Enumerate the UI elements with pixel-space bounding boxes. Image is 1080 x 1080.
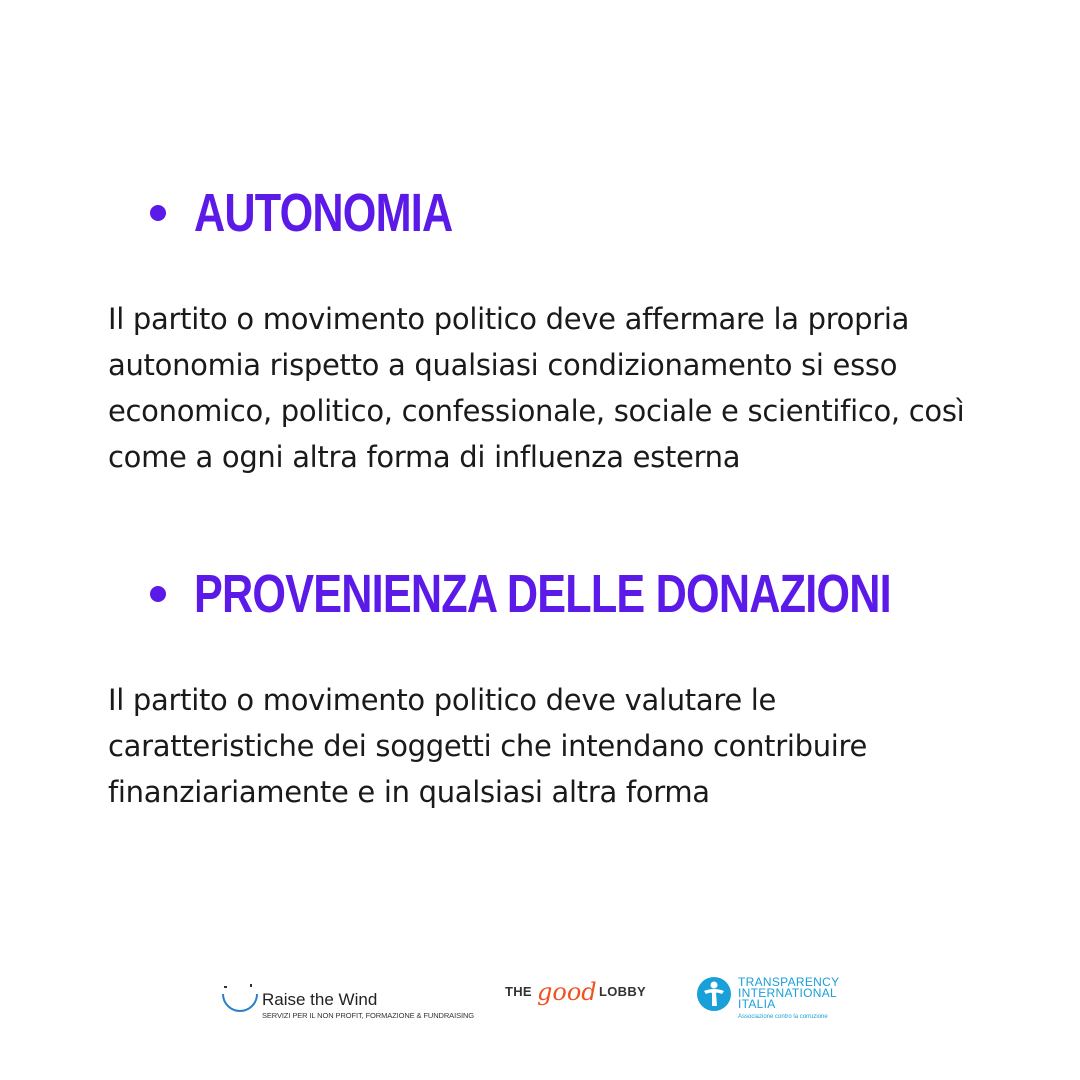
- raise-the-wind-logo: [218, 984, 475, 1024]
- the-good-lobby-lobby: LOBBY: [599, 984, 646, 999]
- heading-text: AUTONOMIA: [194, 183, 453, 243]
- heading-text: PROVENIENZA DELLE DONAZIONI: [194, 564, 891, 624]
- transparency-international-logo: [696, 974, 866, 1026]
- ti-line-2: INTERNATIONAL: [738, 986, 838, 1000]
- raise-the-wind-tagline: SERVIZI PER IL NON PROFIT, FORMAZIONE & FUNDRAISING: [262, 1011, 475, 1020]
- bullet-icon: [150, 586, 166, 602]
- section-body-provenienza: Il partito o movimento politico deve valutare le caratteristiche dei soggetti che intendano contribuire finanziariamente e in qualsiasi altra forma: [108, 683, 868, 809]
- good-script-text: good: [537, 978, 597, 1006]
- partner-logos: [218, 968, 868, 1028]
- ti-tagline: Associazione contro la corruzione: [738, 1014, 828, 1020]
- the-good-lobby-the: THE: [505, 984, 532, 999]
- good-script-wordmark: [535, 968, 599, 1020]
- section-body-autonomia: Il partito o movimento politico deve affermare la propria autonomia rispetto a qualsiasi condizionamento si esso economico, politico, confessionale, sociale e scientifico, così come a ogni altra forma di influenza esterna: [108, 302, 965, 474]
- globe-figure-icon: [696, 976, 732, 1012]
- section-heading-provenienza: [150, 564, 1065, 624]
- the-good-lobby-logo: [505, 968, 645, 1024]
- ti-line-3: ITALIA: [738, 997, 776, 1011]
- bullet-icon: [150, 205, 166, 221]
- ti-line-1: TRANSPARENCY: [738, 975, 840, 989]
- raise-the-wind-name: Raise the Wind: [262, 990, 378, 1009]
- section-heading-autonomia: [150, 183, 517, 243]
- smile-arc-icon: [220, 984, 260, 1022]
